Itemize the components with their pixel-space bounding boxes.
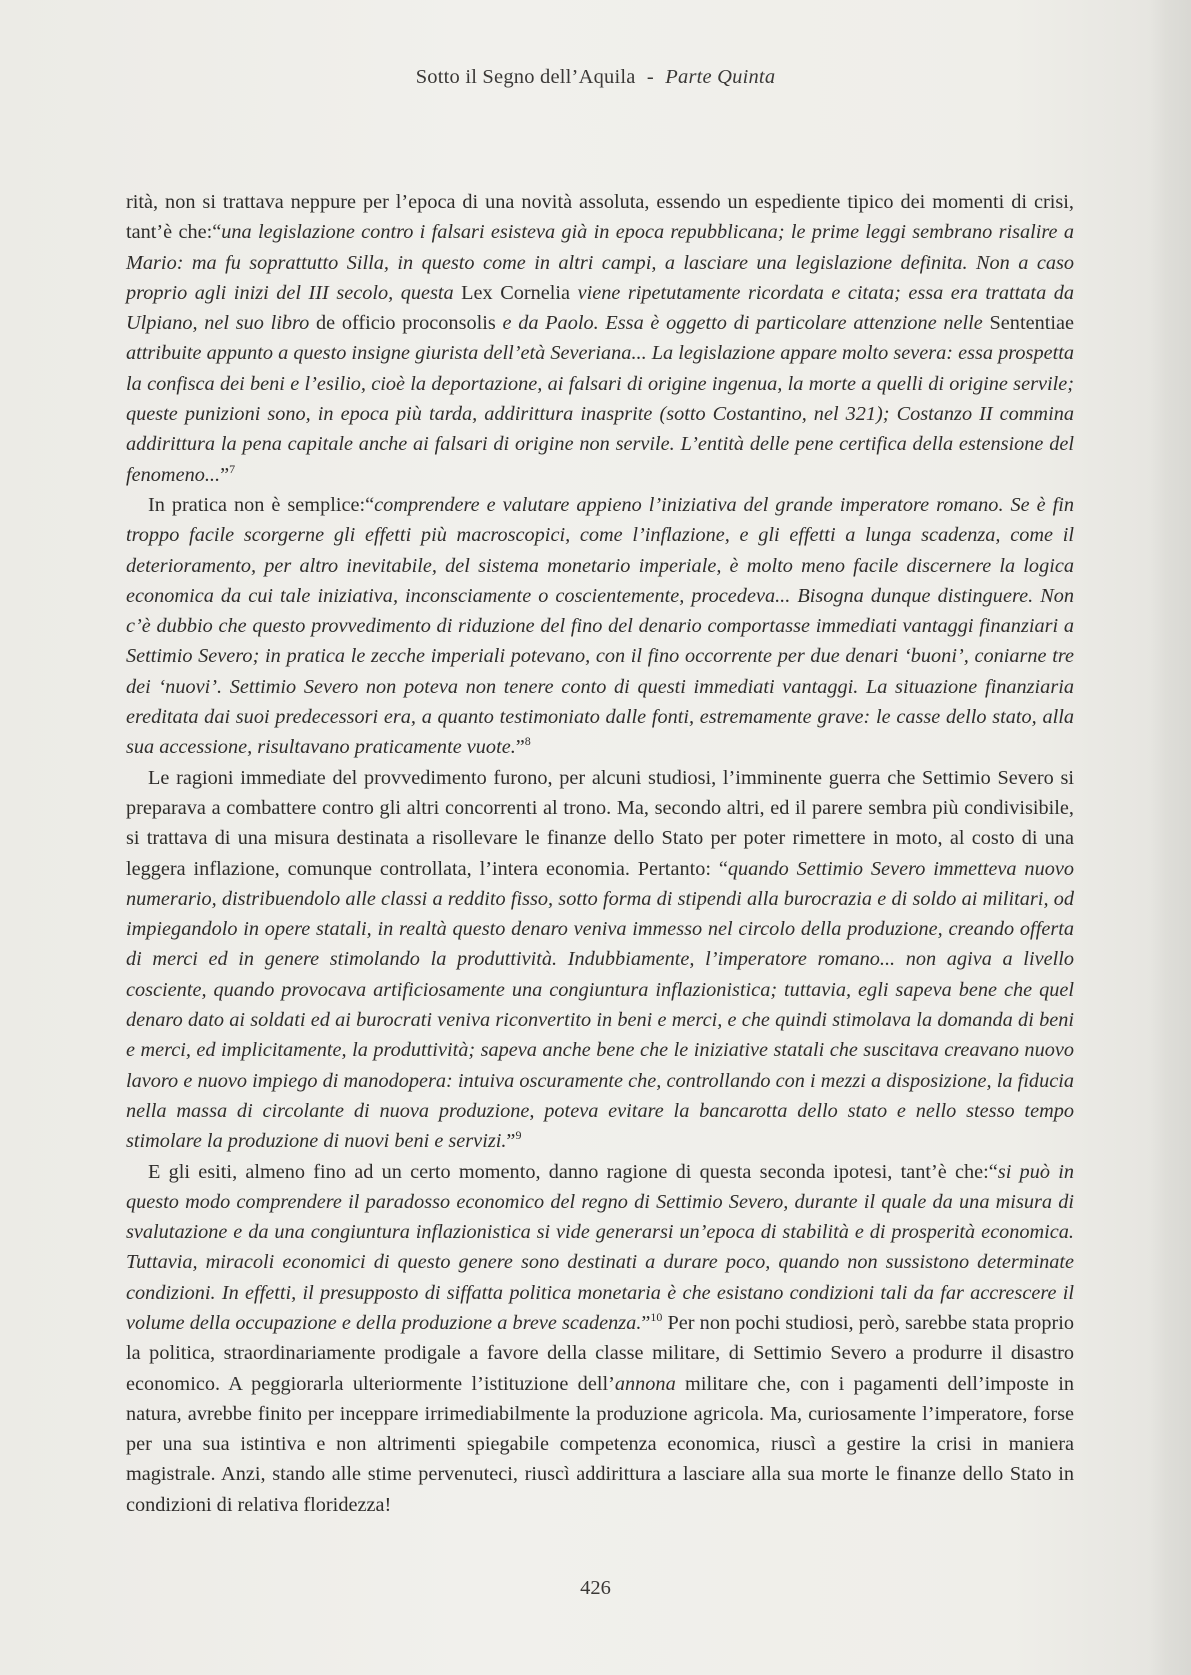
running-header xyxy=(0,66,1191,89)
page-edge-shadow xyxy=(1149,0,1191,1675)
italic-text: attribuite appunto a questo insigne giurista dell’età Severiana... La legislazione appare molto severa: essa prospetta la confisca dei beni e l’esilio, cioè la deportazione, ai falsari di origine ingenua, la morte a quelli di origine servile; queste punizioni sono, in epoca più tarda, addirittura inasprite (sotto Costantino, nel 321); Costanzo II commina addirittura la pena capitale anche ai falsari di origine non servile. L’entità delle pene certifica della estensione del fenomeno... xyxy=(126,342,1074,486)
body-text xyxy=(126,187,1074,1520)
page-number: 426 xyxy=(580,1577,611,1599)
text-run: Sententiae xyxy=(989,312,1074,335)
footnote-marker: 8 xyxy=(524,734,531,749)
text-run: Le ragioni immediate del provvedimento furono, per alcuni studiosi, l’imminente guerra che Settimio Severo si preparava a combattere contro gli altri concorrenti al trono. Ma, secondo altri, ed il parere sembra più condivisibile, si trattava di una misura destinata a risollevare le finanze dello Stato per poter rimettere in moto, al costo di una leggera inflazione, comunque controllata, l’intera economia. Pertanto: “ xyxy=(126,766,1074,880)
text-run: In pratica non è semplice:“ xyxy=(148,493,375,516)
paragraph xyxy=(126,490,1074,763)
footnote-marker: 10 xyxy=(650,1310,663,1325)
text-run: militare che, con i pagamenti dell’imposte in natura, avrebbe finito per inceppare irrimediabilmente la produzione agricola. Ma, curiosamente l’imperatore, forse per una sua istintiva e non altrimenti spiegabile competenza economica, riuscì a gestire la crisi in maniera magistrale. Anzi, stando alle stime pervenuteci, riuscì addirittura a lasciare alla sua morte le finanze dello Stato in condizioni di relativa floridezza! xyxy=(126,1372,1074,1516)
italic-text: quando Settimio Severo immetteva nuovo numerario, distribuendolo alle classi a reddito fisso, sotto forma di stipendi alla burocrazia e di soldo ai militari, od impiegandolo in opere statali, in realtà questo denaro veniva immesso nel circolo della produzione, creando offerta di merci ed in genere stimolando la produttività. Indubbiamente, l’imperatore romano... non agiva a livello cosciente, quando provocava artificiosamente una congiuntura inflazionistica; tuttavia, egli sapeva bene che quel denaro dato ai soldati ed ai burocrati veniva riconvertito in beni e merci, e che quindi stimolava la domanda di beni e merci, ed implicitamente, la produttività; sapeva anche bene che le iniziative statali che suscitava creavano nuovo lavoro e nuovo impiego di manodopera: intuiva oscuramente che, controllando con i mezzi a disposizione, la fiducia nella massa di circolante di nuova produzione, poteva evitare la bancarotta dello stato e nello stesso tempo stimolare la produzione di nuovi beni e servizi. xyxy=(126,857,1074,1153)
paragraph xyxy=(126,1157,1074,1521)
text-run: ” xyxy=(641,1311,651,1334)
paragraph xyxy=(126,763,1074,1157)
text-run: de officio proconsolis xyxy=(316,312,496,335)
footnote-marker: 7 xyxy=(229,461,236,476)
italic-text: una legislazione contro i falsari esisteva già in epoca repubblicana; le prime leggi sembrano risalire a Mario: ma fu soprattutto Silla, in questo come in altri campi, a lasciare una legislazione definita. Non a caso proprio agli inizi del III secolo, questa xyxy=(126,221,1074,304)
text-run: ” xyxy=(506,1130,516,1153)
header-part: Parte Quinta xyxy=(665,66,776,88)
text-run: ” xyxy=(220,463,230,486)
text-run: ” xyxy=(515,736,525,759)
italic-text: e da Paolo. Essa è oggetto di particolare attenzione nelle xyxy=(495,312,990,335)
header-title: Sotto il Segno dell’Aquila xyxy=(415,66,636,88)
text-run: rità, non si trattava neppure per l’epoca di una novità assoluta, essendo un espediente tipico dei momenti di crisi, tant’è che:“ xyxy=(126,191,1074,244)
header-separator: - xyxy=(646,66,654,88)
text-run: E gli esiti, almeno fino ad un certo momento, danno ragione di questa seconda ipotesi, tant’è che:“ xyxy=(148,1160,998,1183)
footnote-marker: 9 xyxy=(515,1128,522,1143)
text-run: Lex Cornelia xyxy=(461,281,571,304)
italic-text: annona xyxy=(614,1372,676,1395)
paragraph xyxy=(126,187,1074,490)
italic-text: viene ripetutamente ricordata e citata; essa era trattata da Ulpiano, nel suo libro xyxy=(126,281,1074,335)
text-run: Per non pochi studiosi, però, sarebbe stata proprio la politica, straordinariamente prodigale a favore della classe militare, di Settimio Severo a produrre il disastro economico. A peggiorarla ulteriormente l’istituzione dell’ xyxy=(126,1311,1074,1395)
italic-text: comprendere e valutare appieno l’iniziativa del grande imperatore romano. Se è fin troppo facile scorgerne gli effetti più macroscopici, come l’inflazione, e gli effetti a lunga scadenza, come il deterioramento, per altro inevitabile, del sistema monetario imperiale, è molto meno facile discernere la logica economica da cui tale iniziativa, inconsciamente o coscientemente, procedeva... Bisogna dunque distinguere. Non c’è dubbio che questo provvedimento di riduzione del fino del denario comportasse immediati vantaggi finanziari a Settimio Severo; in pratica le zecche imperiali potevano, con il fino occorrente per due denari ‘buoni’, coniarne tre dei ‘nuovi’. Settimio Severo non poteva non tenere conto di questi immediati vantaggi. La situazione finanziaria ereditata dai suoi predecessori era, a quanto testimoniato dalle fonti, estremamente grave: le casse dello stato, alla sua accessione, risultavano praticamente vuote. xyxy=(126,493,1074,759)
italic-text: si può in questo modo comprendere il paradosso economico del regno di Settimio Severo, durante il quale da una misura di svalutazione e da una congiuntura inflazionistica si vide generarsi un’epoca di stabilità e di prosperità economica. Tuttavia, miracoli economici di questo genere sono destinati a durare poco, quando non sussistono determinate condizioni. In effetti, il presupposto di siffatta politica monetaria è che esistano condizioni tali da far accrescere il volume della occupazione e della produzione a breve scadenza. xyxy=(126,1160,1074,1334)
